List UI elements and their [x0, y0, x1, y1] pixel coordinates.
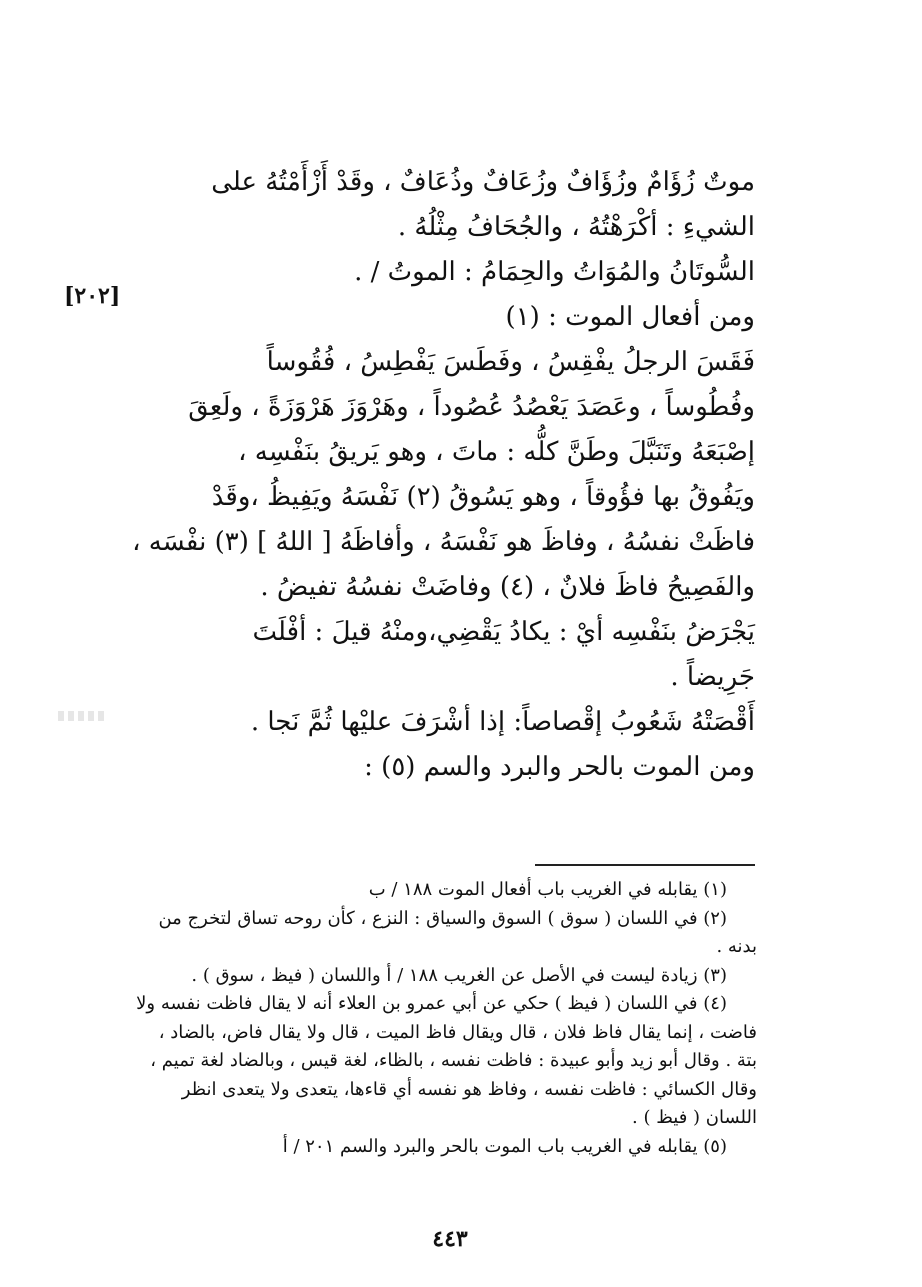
paragraph-zuam	[135, 160, 755, 250]
text-line: موتٌ زُؤَامٌ وزُؤَافٌ وزُعَافٌ وذُعَافٌ ، وقَدْ أَزْأَمْتُهُ على	[211, 167, 755, 197]
footnote-5: (٥) يقابله في الغريب باب الموت بالحر والبرد والسم ٢٠١ / أ	[282, 1135, 727, 1157]
footnote-4-continued: بتة . وقال أبو زيد وأبو عبيدة : فاظت نفسه ، بالظاء، لغة قيس ، وبالضاد لغة تميم ،	[150, 1050, 757, 1071]
text-line: ويَفُوقُ بها فؤُوقاً ، وهو يَسُوقُ (٢) نَفْسَهُ ويَفِيظُ ،وقَدْ	[211, 482, 755, 512]
text-line: الشيءِ : أكْرَهْتُهُ ، والجُحَافُ مِثْلُهُ .	[397, 212, 755, 242]
footnotes-block	[132, 876, 757, 1161]
section-heading-heat-cold-poison	[135, 745, 755, 790]
paragraph-sutan	[135, 250, 755, 295]
footnote-separator-rule	[535, 864, 755, 866]
faint-bleed-through-mark	[58, 706, 120, 720]
paragraph-faqasa	[132, 340, 755, 610]
paragraph-aqsathu	[135, 700, 755, 745]
text-line: فَقَسَ الرجلُ يفْقِسُ ، وفَطَسَ يَفْطِسُ ، فُقُوساً	[266, 347, 755, 377]
text-line: السُّوتَانُ والمُوَاتُ والحِمَامُ : الموتُ / .	[354, 257, 755, 287]
footnote-4-continued: فاضت ، إنما يقال فاظ فلان ، قال ويقال فاظ الميت ، قال ولا يقال فاض، بالضاد ،	[158, 1021, 757, 1043]
text-line: ومن أفعال الموت : (١)	[505, 302, 755, 332]
text-line: جَرِيضاً .	[670, 662, 755, 692]
text-line: أَقْصَتْهُ شَعُوبُ إقْصاصاً: إذا أشْرَفَ عليْها ثُمَّ نَجا .	[250, 707, 755, 737]
footnote-4: (٤) في اللسان ( فيظ ) حكي عن أبي عمرو بن العلاء أنه لا يقال فاظت نفسه ولا	[136, 993, 727, 1014]
page-number: ٤٤٣	[432, 1226, 468, 1252]
text-line: يَجْرَضُ بنَفْسِه أيْ : يكادُ يَقْضِي،ومنْهُ قيلَ : أفْلَتَ	[252, 617, 755, 647]
paragraph-yajradu	[135, 610, 755, 700]
margin-page-reference: [٢٠٢]	[64, 283, 121, 309]
footnote-2: (٢) في اللسان ( سوق ) السوق والسياق : النزع ، كأن روحه تساق لتخرج من	[158, 907, 727, 929]
text-line: إصْبَعَهُ وتَنَبَّلَ وطَنَّ كلُّه : ماتَ ، وهو يَريقُ بنَفْسِه ،	[238, 437, 755, 467]
text-line: والفَصِيحُ فاظَ فلانٌ ، (٤) وفاضَتْ نفسُهُ تفيضُ .	[260, 572, 755, 602]
main-text-block	[132, 160, 755, 790]
footnote-4-continued: اللسان ( فيظ ) .	[632, 1107, 757, 1128]
text-line: وفُطُوساً ، وعَصَدَ يَعْصُدُ عُصُوداً ، وهَرْوَزَ هَرْوَزَةً ، ولَعِقَ	[188, 392, 755, 422]
footnote-1: (١) يقابله في الغريب باب أفعال الموت ١٨٨ / ب	[368, 879, 727, 900]
footnote-3: (٣) زيادة ليست في الأصل عن الغريب ١٨٨ / أ واللسان ( فيظ ، سوق ) .	[191, 964, 727, 986]
footnote-2-continued: بدنه .	[716, 936, 757, 957]
section-heading-death-verbs	[135, 295, 755, 340]
footnote-4-continued: وقال الكسائي : فاظت نفسه ، وفاظ هو نفسه أي قاءها، يتعدى ولا يتعدى انظر	[181, 1078, 757, 1100]
text-line: ومن الموت بالحر والبرد والسم (٥) :	[364, 752, 755, 782]
text-line: فاظَتْ نفسُهُ ، وفاظَ هو نَفْسَهُ ، وأفاظَهُ [ اللهُ ] (٣) نفْسَه ،	[132, 527, 755, 557]
